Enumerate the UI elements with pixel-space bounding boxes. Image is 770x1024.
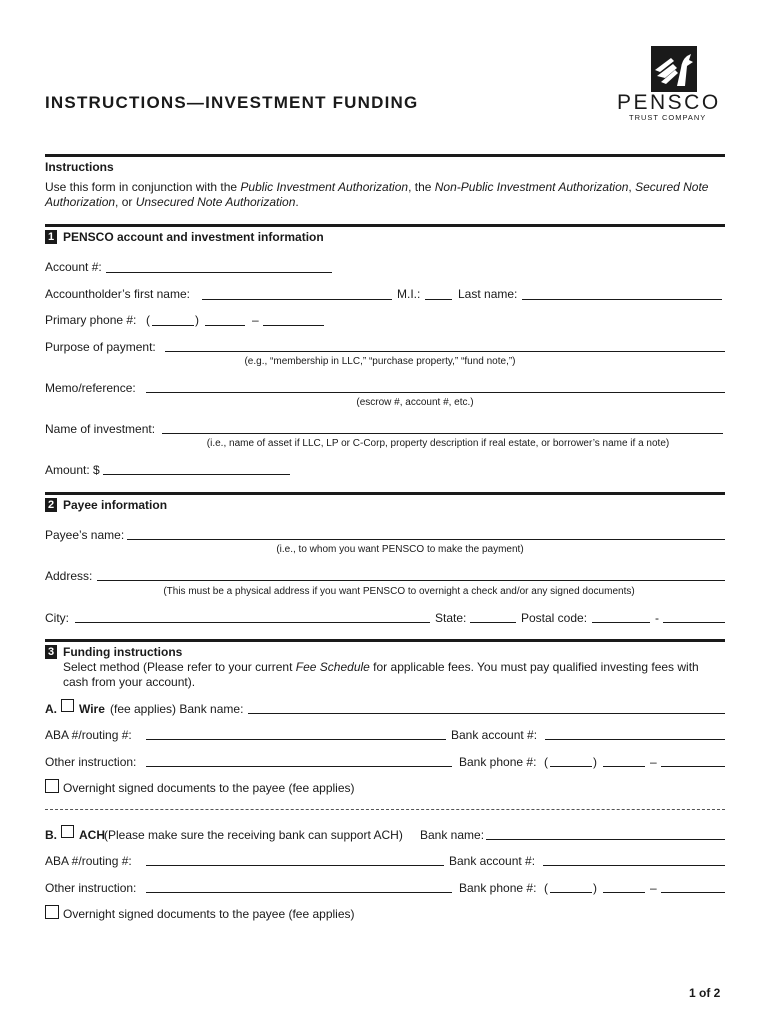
account-label: Account #: xyxy=(45,260,102,274)
instructions-heading: Instructions xyxy=(45,160,114,174)
wire-bank-phone-label: Bank phone #: xyxy=(459,755,537,769)
investment-hint: (i.e., name of asset if LLC, LP or C-Corp, property description if real estate, or borrower’s name if a note) xyxy=(206,438,670,449)
payee-field[interactable] xyxy=(127,539,725,540)
address-label: Address: xyxy=(45,569,93,583)
postal-ext-field[interactable] xyxy=(663,622,725,623)
ach-other-field[interactable] xyxy=(146,892,452,893)
purpose-field[interactable] xyxy=(165,351,725,352)
ach-bank-name-field[interactable] xyxy=(486,839,725,840)
wire-phone-prefix-field[interactable] xyxy=(603,766,645,767)
mi-field[interactable] xyxy=(425,299,452,300)
option-a-letter: A. xyxy=(45,702,57,716)
state-field[interactable] xyxy=(470,622,516,623)
section1-heading: PENSCO account and investment information xyxy=(63,230,324,244)
wire-phone-close-paren: ) xyxy=(593,755,597,769)
postal-dash: - xyxy=(655,611,659,625)
wire-other-field[interactable] xyxy=(146,766,452,767)
section3-heading: Funding instructions xyxy=(63,645,183,659)
ach-bank-account-field[interactable] xyxy=(543,865,725,866)
ach-bank-account-label: Bank account #: xyxy=(449,854,536,868)
wire-aba-label: ABA #/routing #: xyxy=(45,728,132,742)
instructions-text: Use this form in conjunction with the Public Investment Authorization, the Non-Public Investment Authorization, Secured Note Authorization, or Unsecured Note Authorization. xyxy=(45,180,709,209)
options-divider xyxy=(45,809,725,810)
purpose-label: Purpose of payment: xyxy=(45,340,156,354)
ach-aba-field[interactable] xyxy=(146,865,444,866)
wire-aba-field[interactable] xyxy=(146,739,446,740)
phone-label: Primary phone #: xyxy=(45,313,137,327)
payee-label: Payee’s name: xyxy=(45,528,125,542)
account-field[interactable] xyxy=(106,272,332,273)
phone-prefix-field[interactable] xyxy=(205,325,245,326)
phone-dash: – xyxy=(252,313,259,327)
phone-open-paren: ( xyxy=(146,313,150,327)
phone-line-field[interactable] xyxy=(263,325,324,326)
section2-number: 2 xyxy=(45,498,57,512)
section1-number: 1 xyxy=(45,230,57,244)
wire-label: Wire xyxy=(79,702,105,716)
last-name-field[interactable] xyxy=(522,299,722,300)
ach-phone-prefix-field[interactable] xyxy=(603,892,645,893)
wire-bank-account-label: Bank account #: xyxy=(451,728,538,742)
mi-label: M.I.: xyxy=(397,287,421,301)
address-field[interactable] xyxy=(97,580,725,581)
ach-overnight-checkbox[interactable] xyxy=(45,905,59,919)
wire-checkbox[interactable] xyxy=(61,699,74,712)
doc-fee-schedule: Fee Schedule xyxy=(295,660,370,674)
wire-phone-dash: – xyxy=(650,755,657,769)
memo-hint: (escrow #, account #, etc.) xyxy=(356,397,474,408)
ach-phone-open-paren: ( xyxy=(544,881,548,895)
ach-aba-label: ABA #/routing #: xyxy=(45,854,132,868)
header-rule xyxy=(45,154,725,157)
wire-overnight-label: Overnight signed documents to the payee (fee applies) xyxy=(63,781,355,795)
city-field[interactable] xyxy=(75,622,430,623)
section2-heading: Payee information xyxy=(63,498,168,512)
section3-rule xyxy=(45,639,725,642)
amount-label: Amount: $ xyxy=(45,463,100,477)
wire-phone-area-field[interactable] xyxy=(550,766,592,767)
payee-hint: (i.e., to whom you want PENSCO to make the payment) xyxy=(276,544,524,555)
doc-public-investment: Public Investment Authorization xyxy=(240,180,409,194)
logo-tagline: TRUST COMPANY xyxy=(629,113,707,122)
first-name-field[interactable] xyxy=(202,299,392,300)
logo-name: PENSCO xyxy=(617,91,721,114)
address-hint: (This must be a physical address if you want PENSCO to overnight a check and/or any signed documents) xyxy=(163,586,635,597)
ach-overnight-label: Overnight signed documents to the payee (fee applies) xyxy=(63,907,355,921)
last-name-label: Last name: xyxy=(458,287,518,301)
wire-phone-line-field[interactable] xyxy=(661,766,725,767)
doc-non-public-investment: Non-Public Investment Authorization xyxy=(434,180,629,194)
section3-number: 3 xyxy=(45,645,57,659)
funding-intro: Select method (Please refer to your current Fee Schedule for applicable fees. You must pay qualified investing fees with cash from your account). xyxy=(63,660,699,689)
amount-field[interactable] xyxy=(103,474,290,475)
ach-phone-line-field[interactable] xyxy=(661,892,725,893)
ach-bank-name-label: Bank name: xyxy=(420,828,485,842)
doc-secured-note: Secured Note Authorization xyxy=(45,180,709,209)
section1-rule xyxy=(45,224,725,227)
first-name-label: Accountholder’s first name: xyxy=(45,287,190,301)
page-title: INSTRUCTIONS—INVESTMENT FUNDING xyxy=(45,93,419,112)
pegasus-icon xyxy=(651,46,697,92)
state-label: State: xyxy=(435,611,467,625)
memo-field[interactable] xyxy=(146,392,725,393)
option-b-letter: B. xyxy=(45,828,57,842)
wire-phone-open-paren: ( xyxy=(544,755,548,769)
ach-phone-close-paren: ) xyxy=(593,881,597,895)
ach-other-label: Other instruction: xyxy=(45,881,137,895)
wire-note: (fee applies) Bank name: xyxy=(110,702,244,716)
wire-bank-account-field[interactable] xyxy=(545,739,725,740)
wire-overnight-checkbox[interactable] xyxy=(45,779,59,793)
ach-phone-area-field[interactable] xyxy=(550,892,592,893)
postal-label: Postal code: xyxy=(521,611,588,625)
ach-label: ACH xyxy=(79,828,105,842)
wire-bank-name-field[interactable] xyxy=(248,713,725,714)
section2-rule xyxy=(45,492,725,495)
ach-phone-dash: – xyxy=(650,881,657,895)
postal-code-field[interactable] xyxy=(592,622,650,623)
ach-bank-phone-label: Bank phone #: xyxy=(459,881,537,895)
ach-checkbox[interactable] xyxy=(61,825,74,838)
investment-label: Name of investment: xyxy=(45,422,156,436)
purpose-hint: (e.g., “membership in LLC,” “purchase property,” “fund note,”) xyxy=(244,356,516,367)
phone-close-paren: ) xyxy=(195,313,199,327)
memo-label: Memo/reference: xyxy=(45,381,136,395)
doc-unsecured-note: Unsecured Note Authorization xyxy=(135,195,296,209)
wire-other-label: Other instruction: xyxy=(45,755,137,769)
ach-note: (Please make sure the receiving bank can support ACH) xyxy=(104,828,403,842)
phone-area-code-field[interactable] xyxy=(152,325,194,326)
city-label: City: xyxy=(45,611,69,625)
investment-field[interactable] xyxy=(162,433,723,434)
page-number: 1 of 2 xyxy=(689,986,721,1000)
